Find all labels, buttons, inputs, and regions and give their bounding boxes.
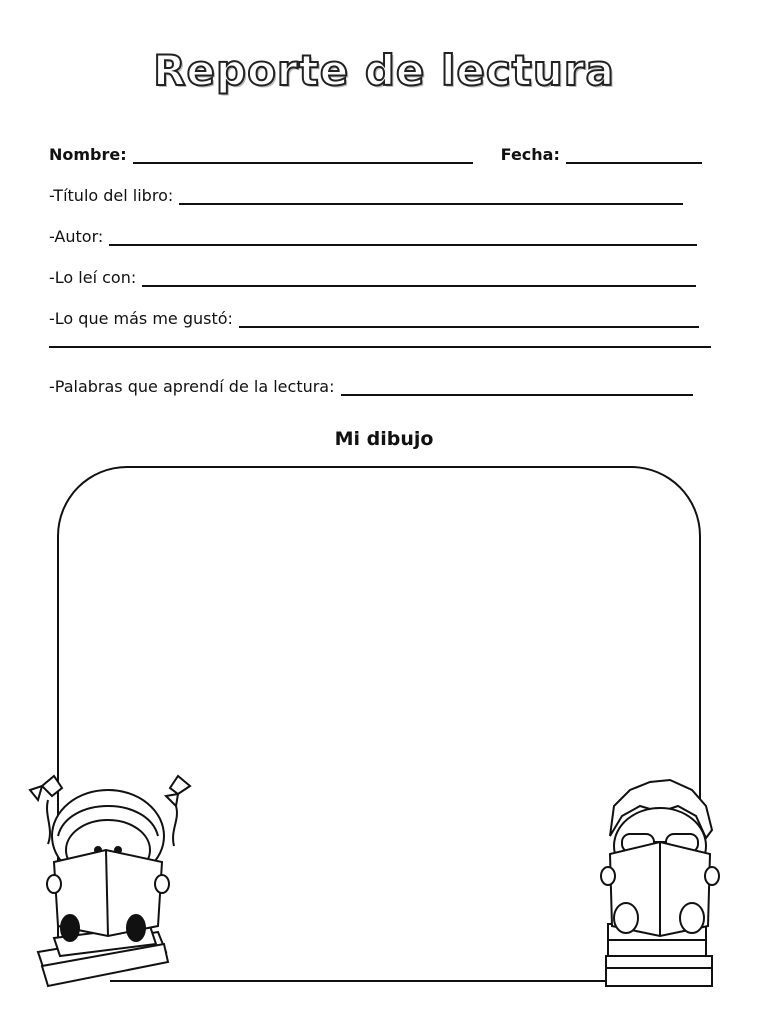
girl-reading-icon [18,766,194,992]
autor-field[interactable] [109,230,697,246]
drawing-title: Mi dibujo [334,428,434,450]
palabras-label: -Palabras que aprendí de la lectura: [49,377,335,396]
fecha-field[interactable] [566,148,702,164]
autor-label: -Autor: [49,227,104,246]
leicon-label: -Lo leí con: [49,268,137,287]
autor-row [49,222,697,246]
fecha-label: Fecha: [500,145,560,164]
nombre-fecha-row [49,140,711,164]
titulo-label: -Título del libro: [49,186,174,205]
boy-reading-icon [600,776,720,992]
nombre-field[interactable] [133,148,473,164]
gusto-extra-line[interactable] [49,346,711,348]
page-title: Reporte de lectura [153,46,615,95]
leicon-field[interactable] [142,271,696,287]
gusto-field[interactable] [239,312,699,328]
gusto-row [49,304,699,328]
palabras-field[interactable] [341,380,693,396]
titulo-field[interactable] [179,189,683,205]
leicon-row [49,263,696,287]
titulo-row [49,181,683,205]
nombre-label: Nombre: [49,145,127,164]
palabras-row [49,372,693,396]
gusto-label: -Lo que más me gustó: [49,309,233,328]
